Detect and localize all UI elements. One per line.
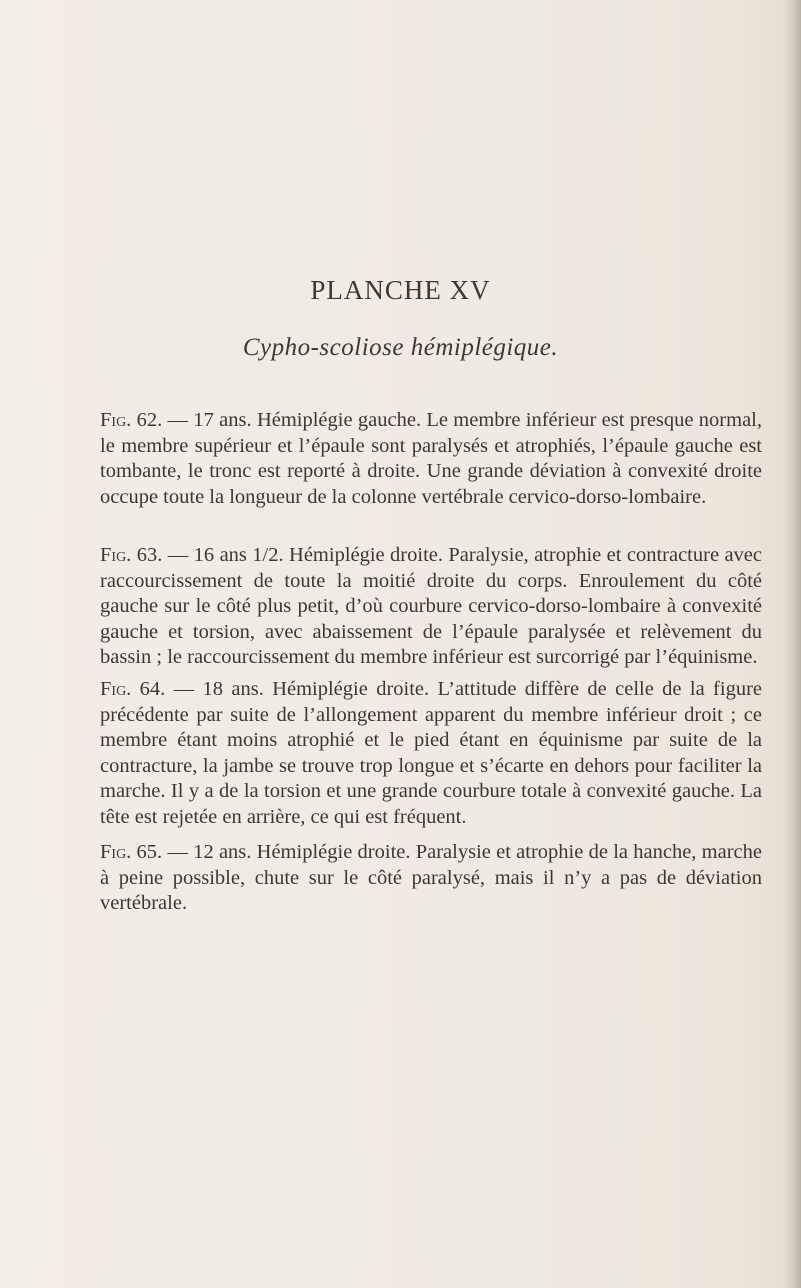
figure-caption-65 — [100, 840, 762, 917]
plate-subtitle: Cypho-scoliose hémiplégique. — [242, 334, 559, 361]
page-edge-shadow — [783, 0, 801, 1288]
figure-label: Fig. 64. — [100, 678, 166, 700]
figure-text: — 12 ans. Hémiplégie droite. Paralysie et atrophie de la hanche, marche à peine possible, chute sur le côté paralysé, mais il n’y a pas de déviation vertébrale. — [100, 841, 762, 914]
figure-text: — 18 ans. Hémiplégie droite. L’attitude diffère de celle de la figure précédente par suite de l’allongement apparent du membre inférieur droit ; ce membre étant moins atrophié et le pied étant en équinisme par suite de la contracture, la jambe se trouve trop longue et s’écarte en dehors pour faciliter la marche. Il y a de la torsion et une grande courbure totale à convexité gauche. La tête est rejetée en arrière, ce qui est fréquent. — [100, 678, 762, 828]
figure-caption-64 — [100, 677, 762, 830]
figure-label: Fig. 63. — [100, 544, 163, 566]
figure-text: — 17 ans. Hémiplégie gauche. Le membre inférieur est presque normal, le membre supérieur et l’épaule sont paralysés et atrophiés, l’épaule gauche est tombante, le tronc est reporté à droite. Une grande déviation à convexité droite occupe toute la longueur de la colonne vertébrale cervico-dorso-lombaire. — [100, 409, 763, 508]
plate-title: PLANCHE XV — [310, 275, 491, 305]
figure-label: Fig. 62. — [100, 409, 163, 431]
figure-caption-62 — [100, 408, 762, 510]
figure-text: — 16 ans 1/2. Hémiplégie droite. Paralysie, atrophie et contracture avec raccourcissement de toute la moitié droite du corps. Enroulement du côté gauche sur le côté plus petit, d’où courbure cervico-dorso-lombaire à convexité gauche et torsion, avec abaissement de l’épaule paralysée et relèvement du bassin ; le raccourcissement du membre inférieur est surcorrigé par l’équinisme. — [100, 544, 762, 668]
figure-label: Fig. 65. — [100, 841, 163, 863]
figure-caption-63 — [100, 543, 762, 671]
